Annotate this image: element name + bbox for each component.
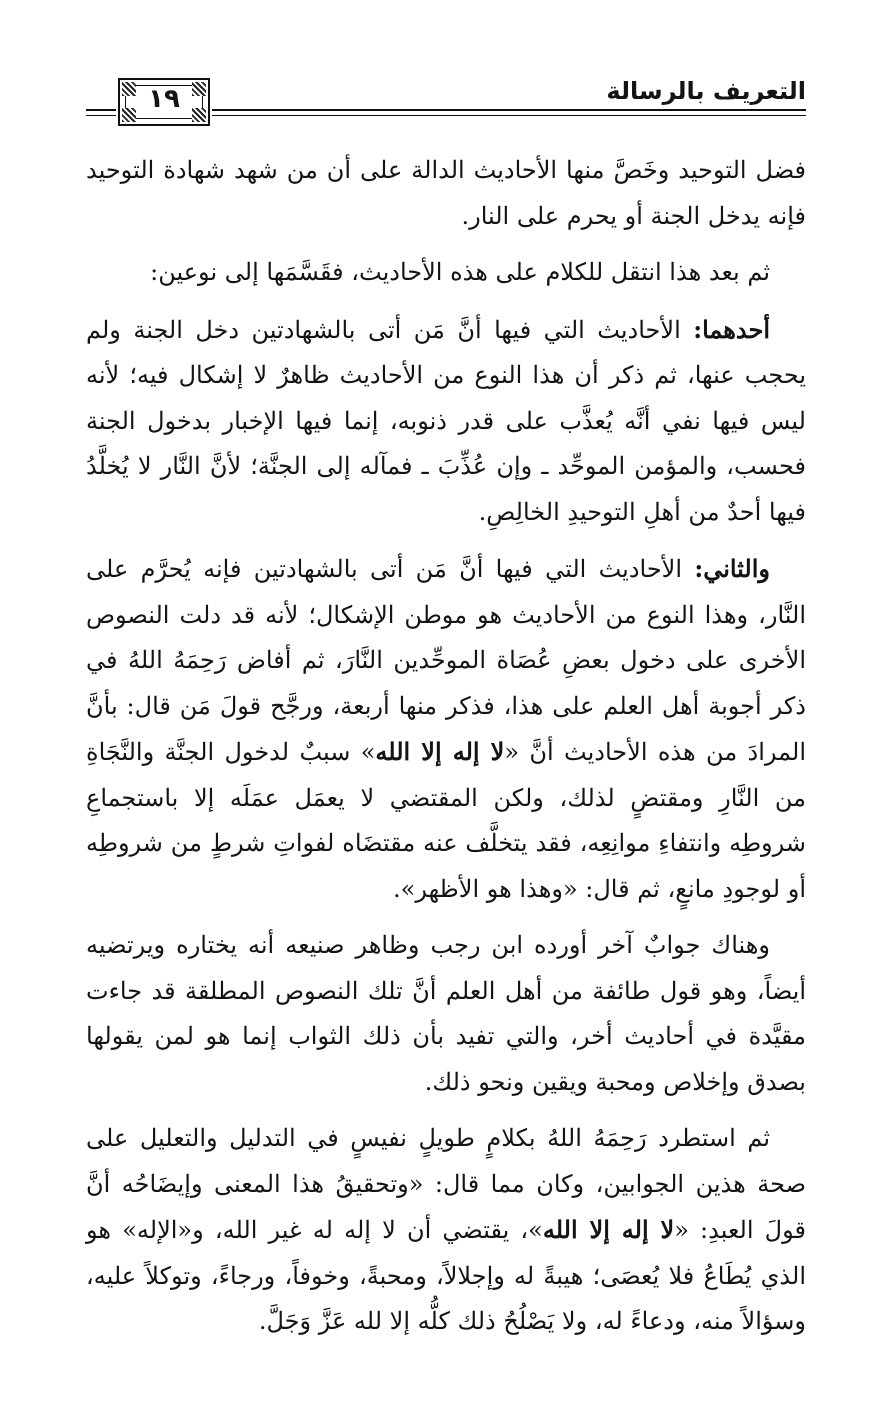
bold-phrase: لا إله إلا الله (542, 1215, 675, 1244)
page-number: ١٩ (148, 84, 180, 114)
paragraph-text: » سببٌ لدخول الجنَّة والنَّجَاةِ من النَّارِ ومقتضٍ لذلك، ولكن المقتضي لا يعمَل عمَلَه إلا باستجماعِ شروطِه وانتفاءِ موانِعِه، فقد يتخلَّف عنه مقتضَاه لفواتِ شرطٍ من شروطِه أو لوجودِ مانعٍ، ثم قال: «وهذا هو الأظهر». (86, 738, 806, 903)
header-rule-bottom (212, 115, 806, 116)
paragraph-lead: والثاني: (694, 554, 770, 583)
paragraph-text: »، يقتضي أن لا إله له غير الله، و«الإله» هو الذي يُطَاعُ فلا يُعصَى؛ هيبةً له وإجلالاً، ومحبةً، وخوفاً، ورجاءً، وتوكلاً عليه، وسؤالاً منه، ودعاءً له، ولا يَصْلُحُ ذلك كلُّه إلا لله عَزَّ وَجَلَّ. (86, 1216, 806, 1335)
body-text (86, 148, 806, 1356)
header-rule-left-bottom (86, 115, 116, 116)
paragraph-text: ثم استطرد رَحِمَهُ اللهُ بكلامٍ طويلٍ نفيسٍ في التدليل والتعليل على صحة هذين الجوابين، وكان مما قال: «وتحقيقُ هذا المعنى وإيضَاحُه أنَّ قولَ العبدِ: « (86, 1124, 807, 1244)
paragraph-1: فضل التوحيد وخَصَّ منها الأحاديث الدالة على أن من شهد شهادة التوحيد فإنه يدخل الجنة أو يحرم على النار. (86, 156, 806, 230)
paragraph-5: وهناك جوابٌ آخر أورده ابن رجب وظاهر صنيعه أنه يختاره ويرتضيه أيضاً، وهو قول طائفة من أهل العلم أنَّ تلك النصوص المطلقة قد جاءت مقيَّدة في أحاديث أخر، والتي تفيد بأن ذلك الثواب إنما هو لمن يقولها بصدق وإخلاص ومحبة ويقين ونحو ذلك. (86, 931, 806, 1096)
paragraph-lead: أحدهما: (693, 314, 771, 344)
header-rule-left-top (86, 109, 116, 111)
paragraph-text: الأحاديث التي فيها أنَّ مَن أتى بالشهادتين دخل الجنة ولم يحجب عنها، ثم ذكر أن هذا النوع من الأحاديث ظاهرٌ لا إشكال فيه؛ لأنه ليس فيها نفي أنَّه يُعذَّب على قدر ذنوبه، إنما فيها الإخبار بدخول الجنة فحسب، والمؤمن الموحِّد ـ وإن عُذِّبَ ـ فمآله إلى الجنَّة؛ لأنَّ النَّار لا يُخلَّدُ فيها أحدٌ من أهلِ التوحيدِ الخالِصِ. (86, 315, 806, 526)
paragraph-6 (86, 1116, 806, 1345)
page-header (86, 66, 806, 136)
paragraph-text: الأحاديث التي فيها أنَّ مَن أتى بالشهادتين فإنه يُحرَّم على النَّار، وهذا النوع من الأحاديث هو موطن الإشكال؛ لأنه قد دلت النصوص الأخرى على دخول بعضِ عُصَاة الموحِّدين النَّارَ، ثم أفاض رَحِمَهُ اللهُ في ذكر أجوبة أهل العلم على هذا، فذكر منها أربعة، ورجَّح قولَ مَن قال: بأنَّ المرادَ من هذه الأحاديث أنَّ « (86, 555, 806, 766)
paragraph-3 (86, 307, 806, 536)
paragraph-2: ثم بعد هذا انتقل للكلام على هذه الأحاديث، فقَسَّمَها إلى نوعين: (150, 258, 770, 286)
page-number-frame (118, 78, 210, 126)
header-rule-top (212, 109, 806, 111)
running-title: التعريف بالرسالة (606, 77, 806, 105)
bold-phrase: لا إله إلا الله (375, 737, 505, 766)
paragraph-4 (86, 546, 806, 912)
